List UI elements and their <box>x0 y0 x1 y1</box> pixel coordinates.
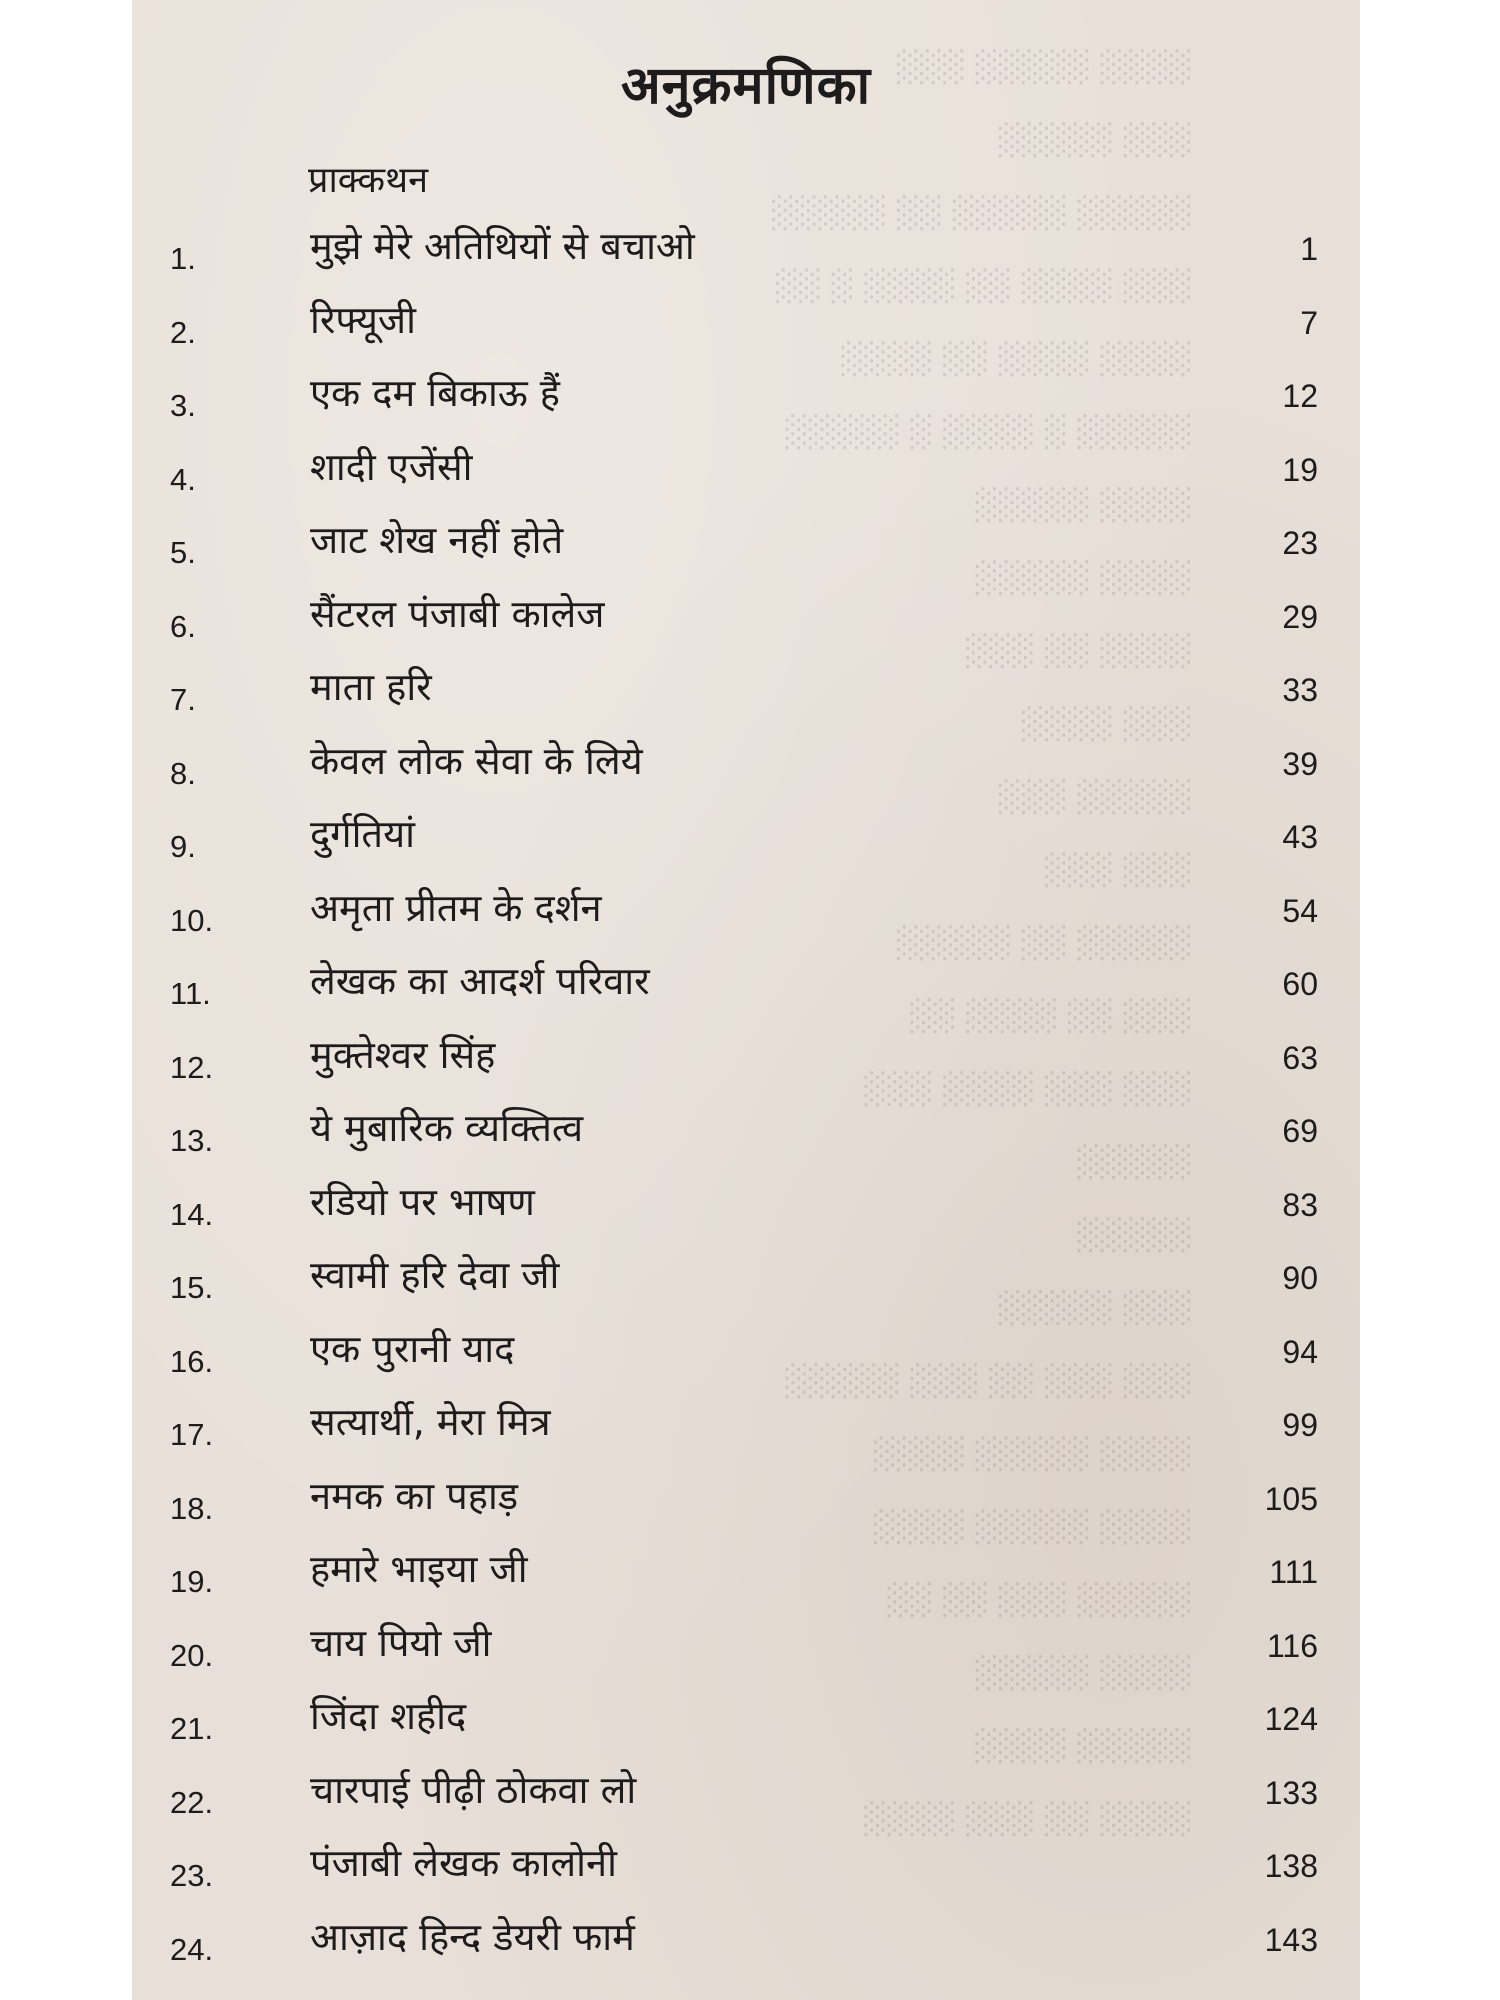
toc-entry <box>132 215 1360 289</box>
entry-page: 90 <box>1282 1260 1318 1296</box>
toc-entry <box>132 656 1360 730</box>
entry-page: 94 <box>1282 1333 1318 1370</box>
toc-entry <box>132 1318 1360 1392</box>
toc-entry <box>132 1832 1360 1906</box>
entry-number: 5. <box>170 535 196 570</box>
entry-title: पंजाबी लेखक कालोनी <box>310 1841 617 1885</box>
entry-page: 29 <box>1282 598 1318 635</box>
preface-entry: प्राक्कथन <box>308 160 429 201</box>
entry-title: हमारे भाइया जी <box>310 1547 528 1591</box>
toc-entry <box>132 1906 1360 1980</box>
toc-entry <box>132 436 1360 510</box>
entry-page: 33 <box>1282 672 1318 708</box>
entry-number: 17. <box>170 1417 214 1452</box>
entry-page: 124 <box>1264 1701 1318 1737</box>
entry-title: ये मुबारिक व्यक्तित्व <box>310 1106 584 1150</box>
entry-title: एक पुरानी याद <box>310 1326 515 1371</box>
toc-entry <box>132 1171 1360 1245</box>
toc-entry <box>132 1538 1360 1612</box>
entry-number: 14. <box>170 1196 214 1232</box>
entry-number: 7. <box>170 682 196 717</box>
toc-entry <box>132 583 1360 657</box>
entry-title: एक दम बिकाऊ हैं <box>310 371 560 415</box>
entry-number: 19. <box>170 1564 214 1599</box>
entry-title: सैंटरल पंजाबी कालेज <box>310 591 605 636</box>
entry-page: 69 <box>1282 1113 1318 1149</box>
entry-number: 13. <box>170 1123 214 1158</box>
entry-number: 20. <box>170 1637 214 1673</box>
toc-entry <box>132 509 1360 583</box>
entry-page: 39 <box>1282 745 1318 782</box>
entry-number: 12. <box>170 1049 214 1085</box>
entry-number: 15. <box>170 1270 214 1305</box>
page-title: अनुक्रमणिका <box>620 56 872 116</box>
entry-number: 22. <box>170 1784 214 1820</box>
entry-title: नमक का पहाड़ <box>310 1473 519 1518</box>
entry-title: चाय पियो जी <box>310 1620 492 1665</box>
entry-title: शादी एजेंसी <box>310 444 473 489</box>
entry-page: 43 <box>1282 819 1318 855</box>
entry-number: 6. <box>170 608 196 644</box>
entry-page: 83 <box>1282 1186 1318 1223</box>
entry-page: 99 <box>1282 1407 1318 1443</box>
entry-page: 105 <box>1264 1480 1318 1517</box>
entry-page: 54 <box>1282 892 1318 929</box>
entry-page: 133 <box>1264 1774 1318 1811</box>
entry-title: रिफ्यूजी <box>310 297 416 342</box>
entry-number: 16. <box>170 1343 214 1379</box>
entry-number: 8. <box>170 755 196 791</box>
entry-title: मुक्तेश्वर सिंह <box>310 1032 496 1077</box>
toc-entry <box>132 1759 1360 1833</box>
entry-number: 23. <box>170 1858 214 1893</box>
entry-page: 138 <box>1264 1848 1318 1884</box>
toc-entry <box>132 1244 1360 1318</box>
bleed-through-reverse-text: ░░░░ ░░░░░ ░░░ ░░░ ░░░░░ ░░░░░ ░░░░░ ░░ ░░░░░ ░░░ ░░░░ ░░ ░░░░ ░ ░░ ░░░░ ░░░░ ░░ ░░░░ ░░░░░ ░ ░░░░ ░ ░░░░░ ░░░░ ░░░░░ ░░░░ ░░░░░ ░░░░ ░░ ░░░ ░░░ ░░░░ ░░░░░ ░░░ ░░░ ░░░ ░░░░░ ░░ ░░░░░ ░░░ ░░ ░░░░ ░░ ░░░ ░░░ ░░░░ ░░░ ░░░░░ ░░░░░ ░░░ ░░░░░ ░░░ ░░░ ░░ ░░░ ░░░░░ ░░░░ ░░░░░ ░░░░ ░░░░ ░░░░░ ░░░░ ░░░░░ ░░░ ░░ ░░ ░░░░ ░░░░░ ░░░░░ ░░░░ ░░░░ ░░ ░░░ ░░░░ <box>769 50 1190 1837</box>
entry-title: रडियो पर भाषण <box>310 1179 535 1224</box>
entry-number: 11. <box>170 976 211 1011</box>
entry-page: 111 <box>1269 1554 1318 1590</box>
entry-page: 116 <box>1266 1627 1318 1664</box>
entry-page: 7 <box>1300 304 1318 341</box>
entry-title: जिंदा शहीद <box>310 1694 467 1738</box>
entry-number: 18. <box>170 1490 214 1526</box>
entry-number: 9. <box>170 829 196 864</box>
entry-number: 3. <box>170 388 196 423</box>
entry-page: 1 <box>1300 231 1318 267</box>
entry-number: 4. <box>170 461 196 497</box>
entry-title: केवल लोक सेवा के लिये <box>310 738 643 783</box>
entry-title: आज़ाद हिन्द डेयरी फार्म <box>310 1914 635 1959</box>
toc-entry <box>132 289 1360 363</box>
entry-page: 19 <box>1282 451 1318 488</box>
entry-page: 143 <box>1264 1921 1318 1958</box>
entry-page: 12 <box>1282 378 1318 414</box>
entry-title: चारपाई पीढ़ी ठोकवा लो <box>310 1767 637 1812</box>
toc-entry <box>132 950 1360 1024</box>
toc-entry <box>132 877 1360 951</box>
entry-number: 2. <box>170 314 196 350</box>
entry-title: जाट शेख नहीं होते <box>310 518 564 562</box>
book-page <box>132 0 1360 2000</box>
toc-entry <box>132 803 1360 877</box>
entry-number: 21. <box>170 1711 214 1746</box>
entry-title: सत्यार्थी, मेरा मित्र <box>310 1400 551 1444</box>
toc-entry <box>132 1024 1360 1098</box>
entry-page: 23 <box>1282 525 1318 561</box>
toc-entry <box>132 1097 1360 1171</box>
entry-title: दुर्गतियां <box>310 812 415 856</box>
entry-title: माता हरि <box>310 665 432 709</box>
entry-title: अमृता प्रीतम के दर्शन <box>310 885 602 930</box>
entry-number: 24. <box>170 1931 214 1967</box>
toc-entry <box>132 730 1360 804</box>
toc-entry <box>132 1612 1360 1686</box>
entry-number: 1. <box>170 241 196 276</box>
table-of-contents <box>132 215 1360 1979</box>
toc-entry <box>132 1685 1360 1759</box>
entry-page: 60 <box>1282 966 1318 1002</box>
toc-entry <box>132 1465 1360 1539</box>
entry-title: लेखक का आदर्श परिवार <box>310 959 650 1003</box>
toc-entry <box>132 1391 1360 1465</box>
toc-entry <box>132 362 1360 436</box>
entry-title: मुझे मेरे अतिथियों से बचाओ <box>310 224 695 268</box>
entry-number: 10. <box>170 902 214 938</box>
entry-page: 63 <box>1282 1039 1318 1076</box>
entry-title: स्वामी हरि देवा जी <box>310 1253 560 1297</box>
